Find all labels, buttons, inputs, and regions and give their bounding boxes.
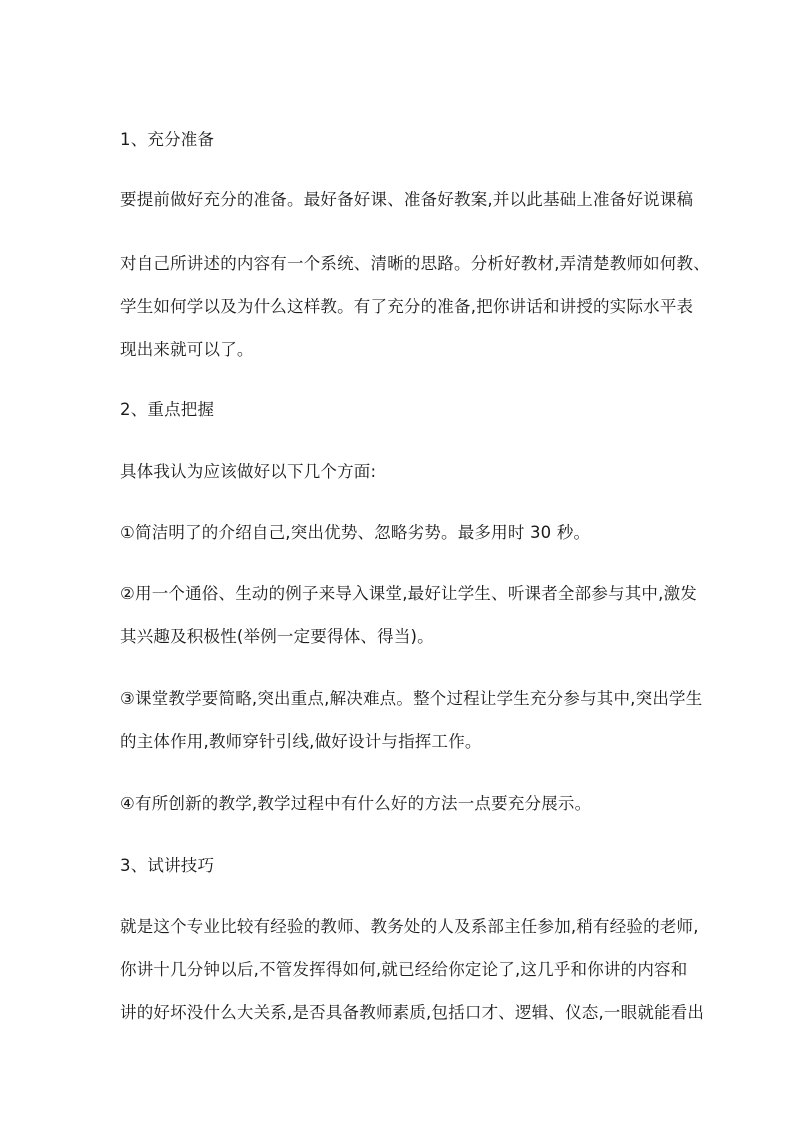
paragraph-line: 学生如何学以及为什么这样教。有了充分的准备,把你讲话和讲授的实际水平表: [120, 297, 694, 316]
paragraph-line: 现出来就可以了。: [120, 340, 254, 359]
list-item-1: ①简洁明了的介绍自己,突出优势、忽略劣势。最多用时 30 秒。: [120, 523, 591, 542]
paragraph-line: 具体我认为应该做好以下几个方面:: [120, 462, 377, 481]
list-item-3-continued: 的主体作用,教师穿针引线,做好设计与指挥工作。: [120, 732, 482, 751]
paragraph-line: 要提前做好充分的准备。最好备好课、准备好教案,并以此基础上准备好说课稿: [120, 190, 694, 209]
section-heading-2: 2、重点把握: [120, 400, 215, 419]
list-item-2: ②用一个通俗、生动的例子来导入课堂,最好让学生、听课者全部参与其中,激发: [120, 584, 697, 603]
list-item-2-continued: 其兴趣及积极性(举例一定要得体、得当)。: [120, 627, 434, 646]
list-item-3: ③课堂教学要简略,突出重点,解决难点。整个过程让学生充分参与其中,突出学生: [120, 689, 703, 708]
paragraph-line: 你讲十几分钟以后,不管发挥得如何,就已经给你定论了,这几乎和你讲的内容和: [120, 960, 688, 979]
section-heading-1: 1、充分准备: [120, 130, 215, 149]
section-heading-3: 3、试讲技巧: [120, 856, 215, 875]
list-item-4: ④有所创新的教学,教学过程中有什么好的方法一点要充分展示。: [120, 794, 592, 813]
paragraph-line: 讲的好坏没什么大关系,是否具备教师素质,包括口才、逻辑、仪态,一眼就能看出: [120, 1003, 705, 1022]
paragraph-line: 对自己所讲述的内容有一个系统、清晰的思路。分析好教材,弄清楚教师如何教、: [120, 254, 710, 273]
paragraph-line: 就是这个专业比较有经验的教师、教务处的人及系部主任参加,稍有经验的老师,: [120, 917, 699, 936]
